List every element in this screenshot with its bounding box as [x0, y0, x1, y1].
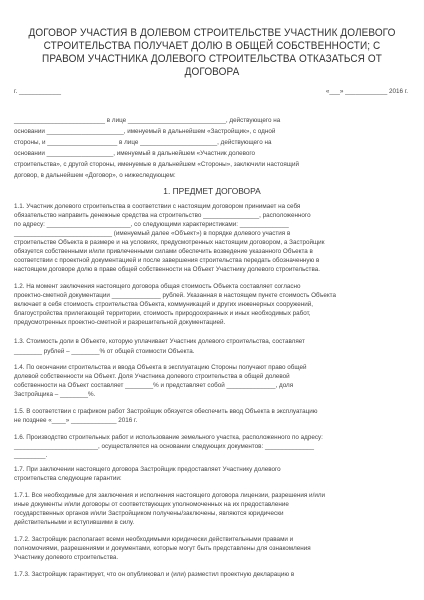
city-field: г. ____________: [14, 88, 62, 95]
paragraph-line: строительстве Объекта в размере и на условиях, предусмотренных настоящим договором, а Застройщик: [14, 239, 325, 246]
paragraph-line: 1.3. Стоимость доли в Объекте, которую уплачивает Участник долевого строительства, составляет: [14, 338, 305, 345]
paragraph-line: включает в себя стоимость строительства Объекта, коммуникаций и других инженерных сооружений,: [14, 301, 314, 308]
paragraph-line: обязательство направить денежные средства на строительство ________________, расположенного: [14, 212, 311, 219]
paragraph-line: государственных органов и/или Застройщиком получены/заключены, являются юридически: [14, 510, 284, 517]
paragraph-line: 1.2. На момент заключения настоящего договора общая стоимость Объекта составляет согласно: [14, 283, 301, 290]
paragraph-line: не позднее «____» _____________ 2016 г.: [14, 417, 138, 424]
paragraph-line: долевой собственности на Объект. Доля Участника долевого строительства в общей долевой: [14, 373, 290, 380]
paragraph-line: 1.7.2. Застройщик располагает всеми необходимыми юридически действительными правами и: [14, 536, 294, 543]
paragraph-line: ________ рублей – ________% от общей стоимости Объекта.: [14, 348, 195, 355]
intro-line: основании ___________________, именуемый в дальнейшем «Участник долевого: [14, 150, 256, 157]
paragraph-line: настоящем договоре долю в праве общей собственности на Объект Участнику долевого строительства.: [14, 266, 320, 273]
date-field: «___» ____________ 2016 г.: [325, 88, 408, 95]
paragraph-line: обязуется собственными и/или привлеченными силами обеспечить возведение указанного Объекта в: [14, 248, 313, 255]
paragraph-line: ________________________, осуществляется на основании следующих документов: ______________: [14, 443, 314, 450]
paragraph-line: 1.6. Производство строительных работ и использование земельного участка, расположенного по адресу:: [14, 434, 323, 441]
paragraph-line: _________.: [14, 452, 48, 459]
paragraph-line: действительными и вступившими в силу.: [14, 519, 135, 526]
paragraph-line: 1.7.3. Застройщик гарантирует, что он опубликовал и (или) разместил проектную декларацию в: [14, 571, 295, 578]
intro-line: основании ______________________, именуемый в дальнейшем «Застройщик», с одной: [14, 128, 276, 135]
intro-line: строительства», с другой стороны, именуемые в дальнейшем «Стороны», заключили настоящий: [14, 161, 299, 168]
paragraph-line: полномочиями, разрешениями и документами, которые могут быть представлены для ознакомления: [14, 545, 311, 552]
paragraph-line: по адресу: ________________________, со следующими характеристиками: ______________: [14, 221, 289, 228]
document-title-line-3: ПРАВОМ УЧАСТНИКА ДОЛЕВОГО СТРОИТЕЛЬСТВА ОТКАЗАТЬСЯ ОТ: [42, 53, 382, 65]
paragraph-line: благоустройства прилегающей территории, стоимость природоохранных и иных необходимых работ,: [14, 310, 311, 317]
paragraph-line: Участнику долевого строительства.: [14, 554, 119, 561]
intro-line: договор, в дальнейшем «Договор», о нижеследующем:: [14, 172, 176, 179]
intro-line: стороны, и ____________________ в лице ______________________, действующего на: [14, 139, 272, 146]
intro-line: __________________________ в лице ____________________________, действующего на: [14, 117, 281, 124]
section-heading: 1. ПРЕДМЕТ ДОГОВОРА: [163, 186, 261, 196]
paragraph-line: соответствии с проектной документацией и после завершения строительства передать обозначенную в: [14, 257, 320, 264]
paragraph-line: 1.7. При заключении настоящего договора Застройщик предоставляет Участнику долевого: [14, 466, 281, 473]
document-title-line-2: СТРОИТЕЛЬСТВА ПОЛУЧАЕТ ДОЛЮ В ОБЩЕЙ СОБСТВЕННОСТИ; С: [43, 40, 381, 52]
paragraph-line: иные документы и/или договоры от соответствующих уполномоченных на их предоставление: [14, 501, 289, 508]
paragraph-line: строительства следующие гарантии:: [14, 475, 122, 482]
paragraph-line: 1.4. По окончании строительства и ввода Объекта в эксплуатацию Стороны получают право общей: [14, 364, 307, 371]
paragraph-line: ____________________________ (именуемый далее «Объект») в порядке долевого участия в: [14, 230, 291, 237]
paragraph-line: собственности на Объект составляет ________% и представляет собой ______________, доля: [14, 382, 294, 389]
document-title-line-4: ДОГОВОРА: [184, 66, 240, 78]
paragraph-line: 1.1. Участник долевого строительства в соответствии с настоящим договором принимает на себя: [14, 203, 301, 210]
paragraph-line: 1.5. В соответствии с графиком работ Застройщик обязуется обеспечить ввод Объекта в эксплуатацию: [14, 408, 318, 415]
document-title-line-1: ДОГОВОР УЧАСТИЯ В ДОЛЕВОМ СТРОИТЕЛЬСТВЕ УЧАСТНИК ДОЛЕВОГО: [28, 27, 396, 39]
paragraph-line: 1.7.1. Все необходимые для заключения и исполнения настоящего договора лицензии, разрешения и/или: [14, 492, 326, 499]
paragraph-line: проектно-сметной документации ______________ рублей. Указанная в настоящем пункте стоимость Объекта: [14, 292, 337, 299]
paragraph-line: предусмотренных проектно-сметной и разрешительной документацией.: [14, 319, 226, 326]
paragraph-line: Застройщика – ________%.: [14, 391, 96, 398]
